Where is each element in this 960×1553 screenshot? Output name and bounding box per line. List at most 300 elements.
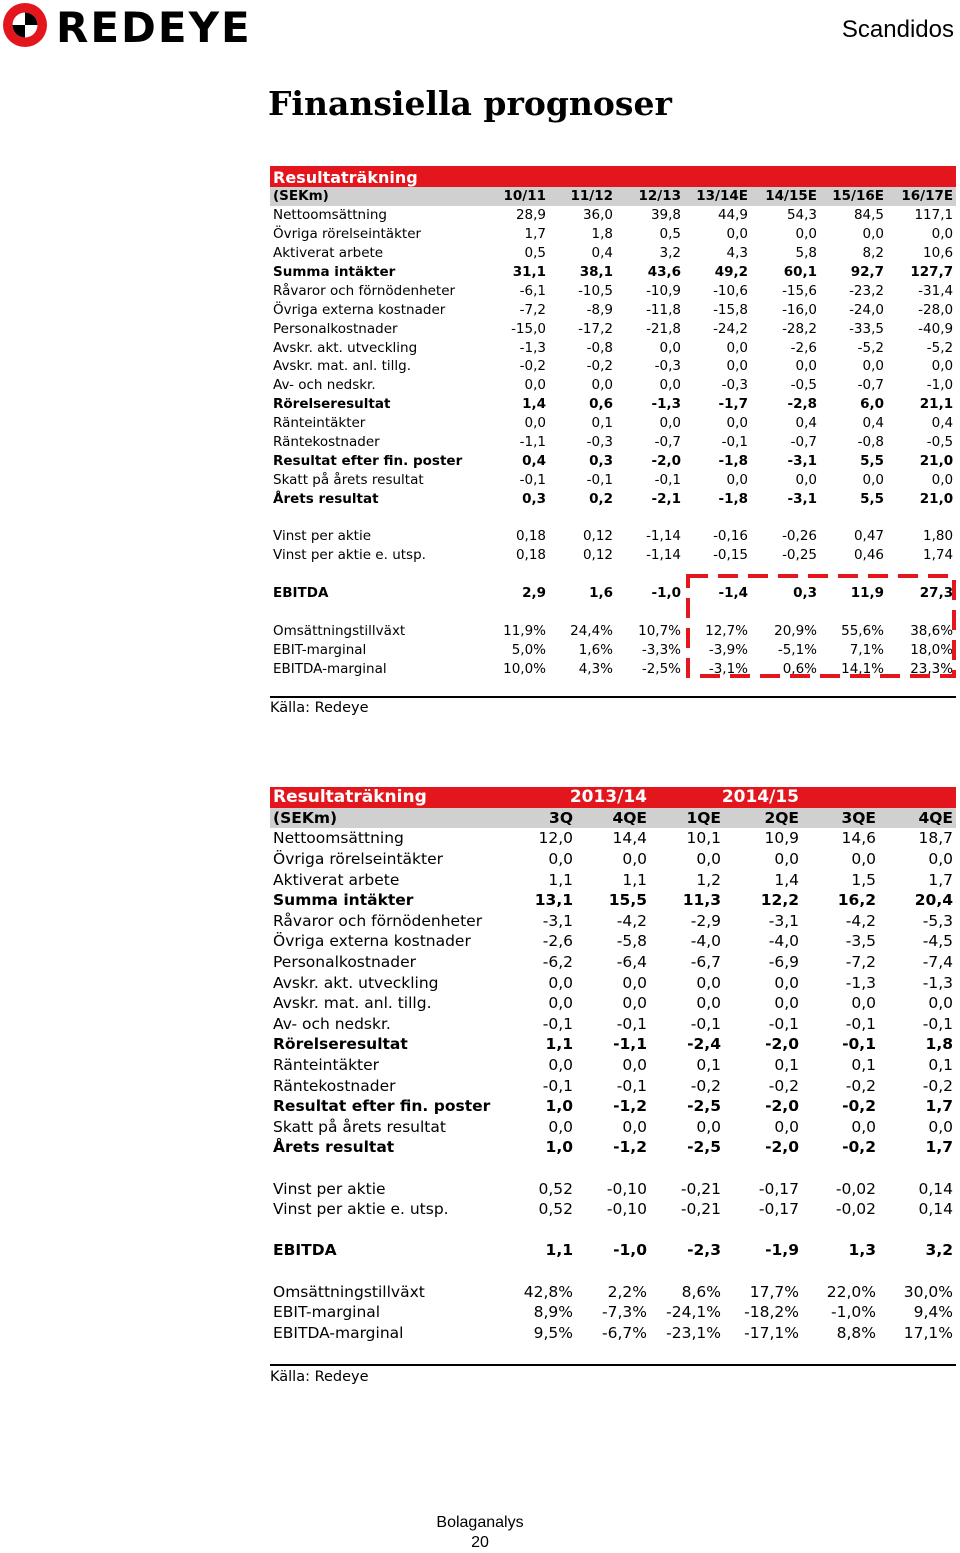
- cell-value: [616, 565, 684, 584]
- cell-value: -1,0: [926, 377, 954, 394]
- cell-value: 0,0: [862, 358, 884, 375]
- cell-value: 0,0: [659, 339, 681, 356]
- cell-value: -23,1%: [666, 1323, 721, 1342]
- cell-value: -0,1: [690, 1014, 721, 1033]
- cell-value: 8,2: [862, 245, 884, 262]
- row-label: Skatt på årets resultat: [273, 471, 424, 488]
- quarterly-income-table: [270, 787, 956, 1343]
- row-label: EBITDA: [273, 585, 329, 602]
- cell-value: [820, 565, 887, 584]
- cell-value: -28,0: [918, 301, 954, 318]
- cell-value: [502, 1158, 576, 1179]
- cell-value: 0,0: [862, 471, 884, 488]
- table-row: [270, 849, 956, 870]
- cell-value: 0,0: [696, 1117, 721, 1136]
- cell-value: -33,5: [849, 320, 884, 337]
- table-row: [270, 869, 956, 890]
- quarterly-table-title: Resultaträkning: [270, 787, 502, 808]
- row-label: Vinst per aktie e. utsp.: [273, 1200, 449, 1219]
- table-row: [270, 1281, 956, 1302]
- cell-value: 21,1: [919, 396, 954, 413]
- cell-value: 0,0: [851, 994, 876, 1013]
- row-label: Personalkostnader: [273, 320, 398, 337]
- table-row: [270, 1199, 956, 1220]
- cell-value: -0,15: [713, 547, 748, 564]
- table-row: [270, 225, 956, 244]
- row-label: Avskr. mat. anl. tillg.: [273, 994, 432, 1013]
- row-label: Vinst per aktie: [273, 1179, 386, 1198]
- cell-value: -0,1: [519, 471, 546, 488]
- cell-value: -6,7%: [602, 1323, 647, 1342]
- row-label: Råvaror och förnödenheter: [273, 911, 483, 930]
- cell-value: -0,1: [721, 434, 748, 451]
- cell-value: 5,8: [795, 245, 817, 262]
- cell-value: 0,0: [928, 994, 953, 1013]
- cell-value: -0,2: [845, 1076, 876, 1095]
- table-row: [270, 1178, 956, 1199]
- cell-value: -2,4: [687, 1035, 721, 1054]
- cell-value: -0,2: [586, 358, 613, 375]
- cell-value: -2,9: [690, 911, 721, 930]
- cell-value: -0,3: [586, 434, 613, 451]
- cell-value: [887, 508, 956, 527]
- cell-value: -18,2%: [744, 1303, 799, 1322]
- cell-value: 22,0%: [826, 1282, 876, 1301]
- cell-value: 8,6%: [681, 1282, 721, 1301]
- table-row: [270, 993, 956, 1014]
- row-label: Övriga externa kostnader: [273, 301, 446, 318]
- cell-value: 0,0: [622, 994, 647, 1013]
- cell-value: 0,0: [795, 358, 817, 375]
- table-row: [270, 972, 956, 993]
- cell-value: 0,0: [591, 377, 613, 394]
- table-row: [270, 206, 956, 225]
- cell-value: 55,6%: [841, 622, 884, 639]
- cell-value: 92,7: [850, 264, 884, 280]
- cell-value: 60,1: [783, 264, 817, 280]
- cell-value: [684, 508, 751, 527]
- row-label: [270, 603, 490, 622]
- cell-value: 0,0: [659, 415, 681, 432]
- cell-value: -0,2: [519, 358, 546, 375]
- table-row: [270, 952, 956, 973]
- annual-title-row: [270, 166, 956, 187]
- cell-value: 9,4%: [913, 1303, 953, 1322]
- cell-value: -1,1: [519, 434, 546, 451]
- cell-value: 16,2: [837, 891, 876, 910]
- table-row: [270, 584, 956, 603]
- redeye-logo-mark: [0, 0, 270, 52]
- row-label: Årets resultat: [273, 1138, 395, 1157]
- row-label: Övriga rörelseintäkter: [273, 226, 422, 243]
- cell-value: [879, 1261, 956, 1282]
- cell-value: 7,1%: [849, 641, 884, 658]
- table-row: [270, 828, 956, 849]
- cell-value: -17,1%: [744, 1323, 799, 1342]
- cell-value: -0,1: [654, 471, 681, 488]
- cell-value: 30,0%: [903, 1282, 953, 1301]
- quarterly-column-header: 1QE: [650, 808, 724, 829]
- cell-value: [879, 1158, 956, 1179]
- cell-value: [820, 508, 887, 527]
- cell-value: 0,14: [918, 1179, 953, 1198]
- cell-value: -3,5: [845, 932, 876, 951]
- cell-value: -7,2: [845, 953, 876, 972]
- table-row: [270, 1137, 956, 1158]
- cell-value: -0,1: [842, 1035, 876, 1054]
- cell-value: 127,7: [910, 264, 954, 280]
- cell-value: 0,0: [774, 1117, 799, 1136]
- page-number: 20: [471, 1534, 489, 1551]
- cell-value: -0,2: [690, 1076, 721, 1095]
- cell-value: [616, 603, 684, 622]
- cell-value: 0,0: [548, 850, 573, 869]
- row-label: Nettoomsättning: [273, 829, 404, 848]
- table-row: [270, 281, 956, 300]
- cell-value: [650, 1158, 724, 1179]
- cell-value: -2,0: [651, 452, 681, 469]
- cell-value: 0,1: [851, 1056, 876, 1075]
- cell-value: 21,0: [919, 490, 954, 507]
- cell-value: 0,1: [591, 415, 613, 432]
- quarterly-bottom-rule: [270, 1364, 956, 1366]
- cell-value: 0,12: [582, 528, 613, 545]
- cell-value: 0,1: [774, 1056, 799, 1075]
- cell-value: [820, 603, 887, 622]
- cell-value: 18,0%: [910, 641, 954, 658]
- cell-value: 38,1: [579, 264, 613, 280]
- cell-value: 0,0: [524, 415, 546, 432]
- cell-value: [887, 565, 956, 584]
- cell-value: -1,1: [613, 1035, 647, 1054]
- cell-value: -1,3: [651, 396, 681, 413]
- cell-value: 1,2: [696, 870, 721, 889]
- cell-value: -4,2: [845, 911, 876, 930]
- cell-value: 0,0: [774, 994, 799, 1013]
- table-row: [270, 1219, 956, 1240]
- quarterly-table-body: [270, 828, 956, 1343]
- cell-value: [502, 1219, 576, 1240]
- cell-value: 5,5: [860, 490, 884, 507]
- annual-table-title: Resultaträkning: [270, 166, 956, 187]
- cell-value: 0,0: [696, 973, 721, 992]
- cell-value: 1,8: [925, 1035, 953, 1054]
- cell-value: -8,9: [586, 301, 613, 318]
- table-row: [270, 1261, 956, 1282]
- cell-value: -6,2: [542, 953, 573, 972]
- cell-value: -7,4: [922, 953, 953, 972]
- company-name: Scandidos: [841, 16, 954, 43]
- cell-value: 36,0: [582, 207, 613, 224]
- annual-source: Källa: Redeye: [270, 700, 369, 716]
- cell-value: 84,5: [853, 207, 884, 224]
- cell-value: 0,0: [928, 850, 953, 869]
- table-row: [270, 395, 956, 414]
- cell-value: [724, 1158, 802, 1179]
- cell-value: -1,9: [765, 1241, 799, 1260]
- cell-value: 0,0: [696, 994, 721, 1013]
- row-label: EBIT-marginal: [273, 641, 367, 658]
- cell-value: -7,2: [519, 301, 546, 318]
- table-row: [270, 1158, 956, 1179]
- cell-value: 0,1: [928, 1056, 953, 1075]
- table-row: [270, 565, 956, 584]
- cell-value: 11,9: [850, 585, 884, 602]
- cell-value: -1,3: [519, 339, 546, 356]
- cell-value: -2,6: [790, 339, 817, 356]
- cell-value: 4,3: [726, 245, 748, 262]
- cell-value: 49,2: [714, 264, 748, 280]
- cell-value: 1,1: [622, 870, 647, 889]
- page-title: Finansiella prognoser: [268, 84, 672, 123]
- cell-value: -0,8: [857, 434, 884, 451]
- cell-value: -0,21: [680, 1200, 721, 1219]
- cell-value: -17,2: [578, 320, 613, 337]
- cell-value: 117,1: [914, 207, 954, 224]
- page-footer: [0, 1513, 960, 1553]
- table-row: [270, 1055, 956, 1076]
- cell-value: 3,2: [659, 245, 681, 262]
- cell-value: [650, 1219, 724, 1240]
- svg-text:REDEYE: REDEYE: [56, 3, 252, 52]
- cell-value: -0,02: [835, 1179, 876, 1198]
- annual-column-header: 12/13: [616, 187, 684, 206]
- cell-value: 11,9%: [503, 622, 546, 639]
- row-label: Räntekostnader: [273, 434, 380, 451]
- cell-value: -15,6: [782, 282, 817, 299]
- cell-value: 23,3%: [910, 660, 954, 677]
- cell-value: 0,0: [795, 226, 817, 243]
- cell-value: -3,1: [787, 490, 817, 507]
- cell-value: -7,3%: [602, 1303, 647, 1322]
- cell-value: 1,0: [545, 1138, 573, 1157]
- table-row: [270, 621, 956, 640]
- cell-value: 0,0: [696, 850, 721, 869]
- annual-column-header: 15/16E: [820, 187, 887, 206]
- cell-value: [751, 508, 820, 527]
- row-label: Av- och nedskr.: [273, 1014, 391, 1033]
- cell-value: 0,4: [931, 415, 954, 432]
- cell-value: 0,14: [918, 1200, 953, 1219]
- row-label: EBITDA-marginal: [273, 660, 387, 677]
- table-row: [270, 376, 956, 395]
- cell-value: 38,6%: [910, 622, 954, 639]
- table-row: [270, 263, 956, 282]
- cell-value: -21,8: [646, 320, 681, 337]
- cell-value: -0,1: [616, 1014, 647, 1033]
- row-label: EBIT-marginal: [273, 1303, 381, 1322]
- cell-value: 0,0: [622, 973, 647, 992]
- cell-value: -31,4: [918, 282, 954, 299]
- table-row: [270, 319, 956, 338]
- cell-value: -0,17: [758, 1179, 799, 1198]
- table-row: [270, 659, 956, 678]
- table-row: [270, 508, 956, 527]
- cell-value: 0,6%: [782, 660, 817, 677]
- cell-value: -0,7: [654, 434, 681, 451]
- cell-value: 1,80: [923, 528, 954, 545]
- cell-value: 27,3: [919, 585, 954, 602]
- cell-value: 0,1: [696, 1056, 721, 1075]
- cell-value: [802, 1261, 879, 1282]
- cell-value: -15,0: [511, 320, 546, 337]
- cell-value: 1,3: [848, 1241, 876, 1260]
- cell-value: 10,9: [764, 829, 799, 848]
- cell-value: 0,0: [548, 1117, 573, 1136]
- cell-value: 0,2: [589, 490, 613, 507]
- cell-value: 17,7%: [749, 1282, 799, 1301]
- cell-value: 0,18: [515, 547, 546, 564]
- cell-value: -1,3: [922, 973, 953, 992]
- cell-value: 1,4: [522, 396, 546, 413]
- cell-value: -0,5: [790, 377, 817, 394]
- cell-value: -1,4: [718, 585, 748, 602]
- cell-value: -4,0: [768, 932, 799, 951]
- cell-value: -0,02: [835, 1200, 876, 1219]
- cell-value: 0,0: [622, 850, 647, 869]
- cell-value: 0,0: [524, 377, 546, 394]
- annual-table-body: [270, 206, 956, 678]
- cell-value: 0,52: [538, 1179, 573, 1198]
- row-label: Av- och nedskr.: [273, 377, 376, 394]
- cell-value: 18,7: [918, 829, 953, 848]
- cell-value: -10,5: [578, 282, 613, 299]
- quarterly-header-row: [270, 808, 956, 829]
- cell-value: 9,5%: [533, 1323, 573, 1342]
- cell-value: [576, 1219, 650, 1240]
- cell-value: -15,8: [713, 301, 748, 318]
- cell-value: -1,14: [646, 528, 681, 545]
- table-row: [270, 890, 956, 911]
- cell-value: -3,1: [787, 452, 817, 469]
- row-label: Aktiverat arbete: [273, 870, 400, 889]
- cell-value: -2,5%: [641, 660, 681, 677]
- cell-value: 0,0: [726, 358, 748, 375]
- cell-value: -24,0: [849, 301, 884, 318]
- cell-value: -0,5: [926, 434, 954, 451]
- row-label: Rörelseresultat: [273, 396, 391, 413]
- cell-value: -5,2: [926, 339, 954, 356]
- cell-value: 0,46: [853, 547, 884, 564]
- cell-value: [576, 1261, 650, 1282]
- table-row: [270, 1302, 956, 1323]
- cell-value: 2,9: [522, 585, 546, 602]
- cell-value: -6,1: [519, 282, 546, 299]
- quarterly-column-header: 2QE: [724, 808, 802, 829]
- cell-value: 1,0: [545, 1097, 573, 1116]
- cell-value: 0,5: [524, 245, 546, 262]
- cell-value: 0,47: [853, 528, 884, 545]
- cell-value: 0,4: [795, 415, 817, 432]
- row-label: Råvaror och förnödenheter: [273, 282, 456, 299]
- table-row: [270, 911, 956, 932]
- cell-value: 39,8: [650, 207, 681, 224]
- cell-value: -0,25: [782, 547, 817, 564]
- row-label: Övriga externa kostnader: [273, 932, 471, 951]
- cell-value: 5,5: [860, 452, 884, 469]
- cell-value: 0,3: [589, 452, 613, 469]
- cell-value: -0,2: [922, 1076, 953, 1095]
- cell-value: -2,1: [651, 490, 681, 507]
- cell-value: 0,52: [538, 1200, 573, 1219]
- cell-value: [650, 1261, 724, 1282]
- cell-value: 1,6%: [578, 641, 613, 658]
- footer-doc-type: Bolaganalys: [436, 1514, 524, 1531]
- quarterly-source: Källa: Redeye: [270, 1369, 369, 1385]
- cell-value: -3,9%: [708, 641, 748, 658]
- cell-value: -4,2: [616, 911, 647, 930]
- row-label: [270, 565, 490, 584]
- row-label: Vinst per aktie: [273, 528, 372, 545]
- row-label: [270, 508, 490, 527]
- cell-value: -0,1: [845, 1014, 876, 1033]
- row-label: Nettoomsättning: [273, 207, 387, 224]
- cell-value: -1,2: [613, 1097, 647, 1116]
- cell-value: -2,3: [687, 1241, 721, 1260]
- cell-value: -0,1: [586, 471, 613, 488]
- cell-value: 0,0: [726, 339, 748, 356]
- quarterly-year-a: 2013/14: [502, 787, 650, 808]
- cell-value: -5,1%: [777, 641, 817, 658]
- table-row: [270, 1240, 956, 1261]
- cell-value: [802, 1219, 879, 1240]
- quarterly-column-header: 3Q: [502, 808, 576, 829]
- table-row: [270, 640, 956, 659]
- cell-value: -1,2: [613, 1138, 647, 1157]
- redeye-logo: [0, 0, 270, 52]
- cell-value: -28,2: [782, 320, 817, 337]
- quarterly-year-b: 2014/15: [650, 787, 802, 808]
- cell-value: 1,8: [591, 226, 613, 243]
- cell-value: 1,4: [774, 870, 799, 889]
- cell-value: -1,3: [845, 973, 876, 992]
- table-row: [270, 527, 956, 546]
- table-row: [270, 433, 956, 452]
- cell-value: 17,1%: [903, 1323, 953, 1342]
- cell-value: -6,9: [768, 953, 799, 972]
- row-label: Rörelseresultat: [273, 1035, 408, 1054]
- cell-value: 42,8%: [523, 1282, 573, 1301]
- cell-value: 0,0: [622, 1117, 647, 1136]
- row-label: Resultat efter fin. poster: [273, 1097, 491, 1116]
- cell-value: -0,21: [680, 1179, 721, 1198]
- cell-value: [684, 603, 751, 622]
- row-label: Ränteintäkter: [273, 415, 366, 432]
- cell-value: 44,9: [717, 207, 748, 224]
- table-row: [270, 1117, 956, 1138]
- cell-value: 0,0: [548, 994, 573, 1013]
- cell-value: -0,1: [542, 1014, 573, 1033]
- cell-value: -3,1: [542, 911, 573, 930]
- cell-value: -24,1%: [666, 1303, 721, 1322]
- cell-value: 0,0: [931, 358, 954, 375]
- cell-value: [684, 565, 751, 584]
- cell-value: 5,0%: [511, 641, 546, 658]
- cell-value: 24,4%: [570, 622, 613, 639]
- cell-value: 0,3: [522, 490, 546, 507]
- row-label: Omsättningstillväxt: [273, 622, 406, 639]
- cell-value: -2,0: [765, 1035, 799, 1054]
- table-row: [270, 451, 956, 470]
- cell-value: -6,7: [690, 953, 721, 972]
- cell-value: -10,9: [646, 282, 681, 299]
- cell-value: [490, 603, 549, 622]
- cell-value: 0,0: [622, 1056, 647, 1075]
- cell-value: -2,0: [765, 1138, 799, 1157]
- cell-value: [616, 508, 684, 527]
- cell-value: -0,7: [857, 377, 884, 394]
- cell-value: 1,7: [925, 1097, 953, 1116]
